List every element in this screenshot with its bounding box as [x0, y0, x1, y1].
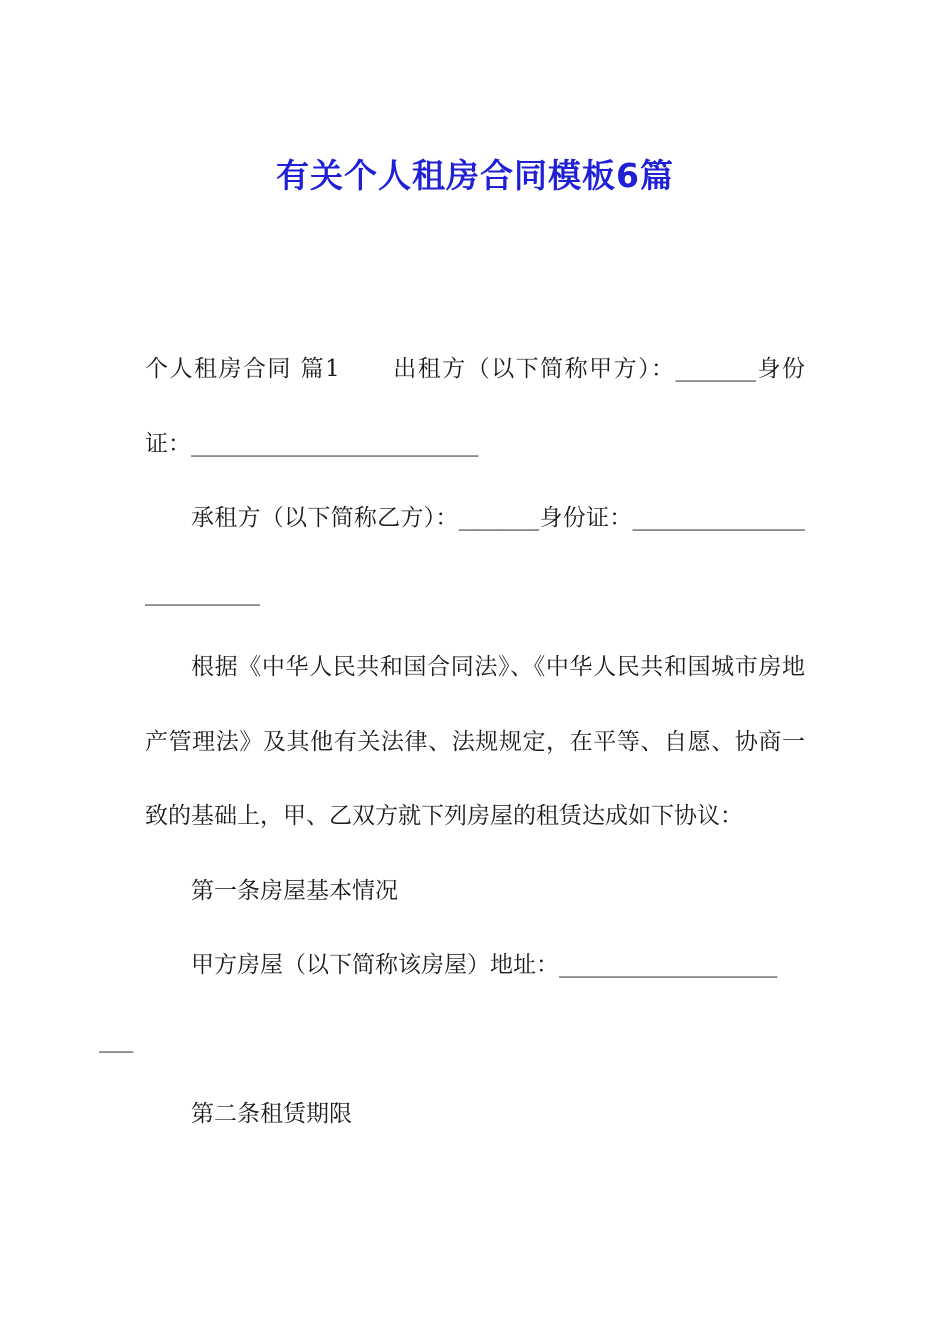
paragraph-party-b: 承租方（以下简称乙方）：_______身份证：_________________________: [145, 505, 805, 606]
paragraph-house-address: [99, 928, 805, 1077]
article-2-heading: 第二条租赁期限: [191, 1101, 352, 1127]
party-a-text: 出租方（以下简称甲方）：_______身份证：_________________________: [145, 356, 806, 457]
house-address-text: 甲方房屋（以下简称该房屋）地址：___________________: [191, 952, 778, 978]
paragraph-legal-basis: 根据《中华人民共和国合同法》、《中华人民共和国城市房地产管理法》及其他有关法律、法规规定，在平等、自愿、协商一致的基础上，甲、乙双方就下列房屋的租赁达成如下协议：: [145, 654, 805, 829]
article-1-heading: 第一条房屋基本情况: [191, 877, 398, 904]
paragraph-party-a: [145, 332, 805, 481]
section-heading: 个人租房合同 篇1: [145, 356, 340, 382]
page-title: 有关个人租房合同模板6篇: [276, 156, 674, 196]
document-body: [99, 332, 806, 1152]
house-address-blank-tail: ___: [99, 1026, 134, 1053]
